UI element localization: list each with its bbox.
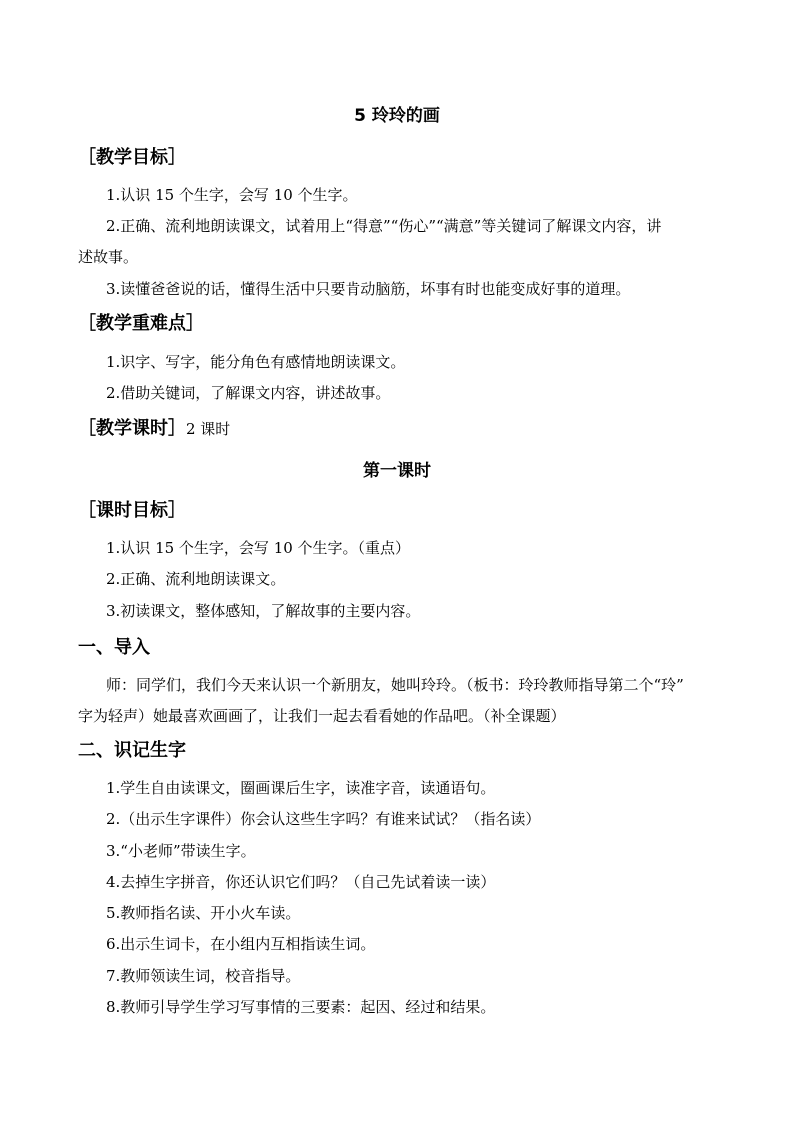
lesson-goal-3: 3.初读课文，整体感知，了解故事的主要内容。 bbox=[106, 602, 421, 620]
characters-item-7: 7.教师领读生词，校音指导。 bbox=[106, 967, 301, 985]
lesson-one-title: 第一课时 bbox=[363, 461, 431, 481]
characters-item-5: 5.教师指名读、开小火车读。 bbox=[106, 904, 301, 922]
class-hours-line bbox=[78, 419, 230, 439]
characters-item-8: 8.教师引导学生学习写事情的三要素：起因、经过和结果。 bbox=[106, 998, 496, 1016]
characters-item-1: 1.学生自由读课文，圈画课后生字，读准字音，读通语句。 bbox=[106, 779, 496, 797]
teaching-goal-1: 1.认识 15 个生字，会写 10 个生字。 bbox=[106, 186, 358, 204]
intro-heading: 一、导入 bbox=[78, 637, 150, 658]
teaching-goal-2-cont: 述故事。 bbox=[78, 248, 139, 266]
lesson-goals-heading: ［课时目标］ bbox=[78, 500, 186, 521]
class-hours-value: 2 课时 bbox=[186, 420, 231, 438]
key-point-1: 1.识字、写字，能分角色有感情地朗读课文。 bbox=[106, 353, 406, 371]
teaching-goal-2: 2.正确、流利地朗读课文，试着用上“得意”“伤心”“满意”等关键词了解课文内容，讲 bbox=[106, 217, 662, 235]
class-hours-heading: ［教学课时］ bbox=[78, 418, 186, 439]
characters-heading: 二、识记生字 bbox=[78, 740, 186, 761]
intro-line-1: 师：同学们，我们今天来认识一个新朋友，她叫玲玲。（板书：玲玲教师指导第二个“玲” bbox=[106, 676, 684, 694]
characters-item-4: 4.去掉生字拼音，你还认识它们吗？（自己先试着读一读） bbox=[106, 873, 496, 891]
characters-item-3: 3.“小老师”带读生字。 bbox=[106, 842, 256, 860]
characters-item-2: 2.（出示生字课件）你会认这些生字吗？有谁来试试？（指名读） bbox=[106, 810, 541, 828]
intro-line-2: 字为轻声）她最喜欢画画了，让我们一起去看看她的作品吧。（补全课题） bbox=[78, 707, 566, 725]
lesson-title: 5 玲玲的画 bbox=[354, 106, 440, 126]
lesson-goal-2: 2.正确、流利地朗读课文。 bbox=[106, 570, 286, 588]
lesson-goal-1: 1.认识 15 个生字，会写 10 个生字。（重点） bbox=[106, 539, 411, 557]
characters-item-6: 6.出示生词卡，在小组内互相指读生词。 bbox=[106, 935, 376, 953]
teaching-goals-heading: ［教学目标］ bbox=[78, 147, 186, 168]
key-points-heading: ［教学重难点］ bbox=[78, 313, 204, 334]
key-point-2: 2.借助关键词，了解课文内容，讲述故事。 bbox=[106, 384, 391, 402]
teaching-goal-3: 3.读懂爸爸说的话，懂得生活中只要肯动脑筋，坏事有时也能变成好事的道理。 bbox=[106, 280, 631, 298]
